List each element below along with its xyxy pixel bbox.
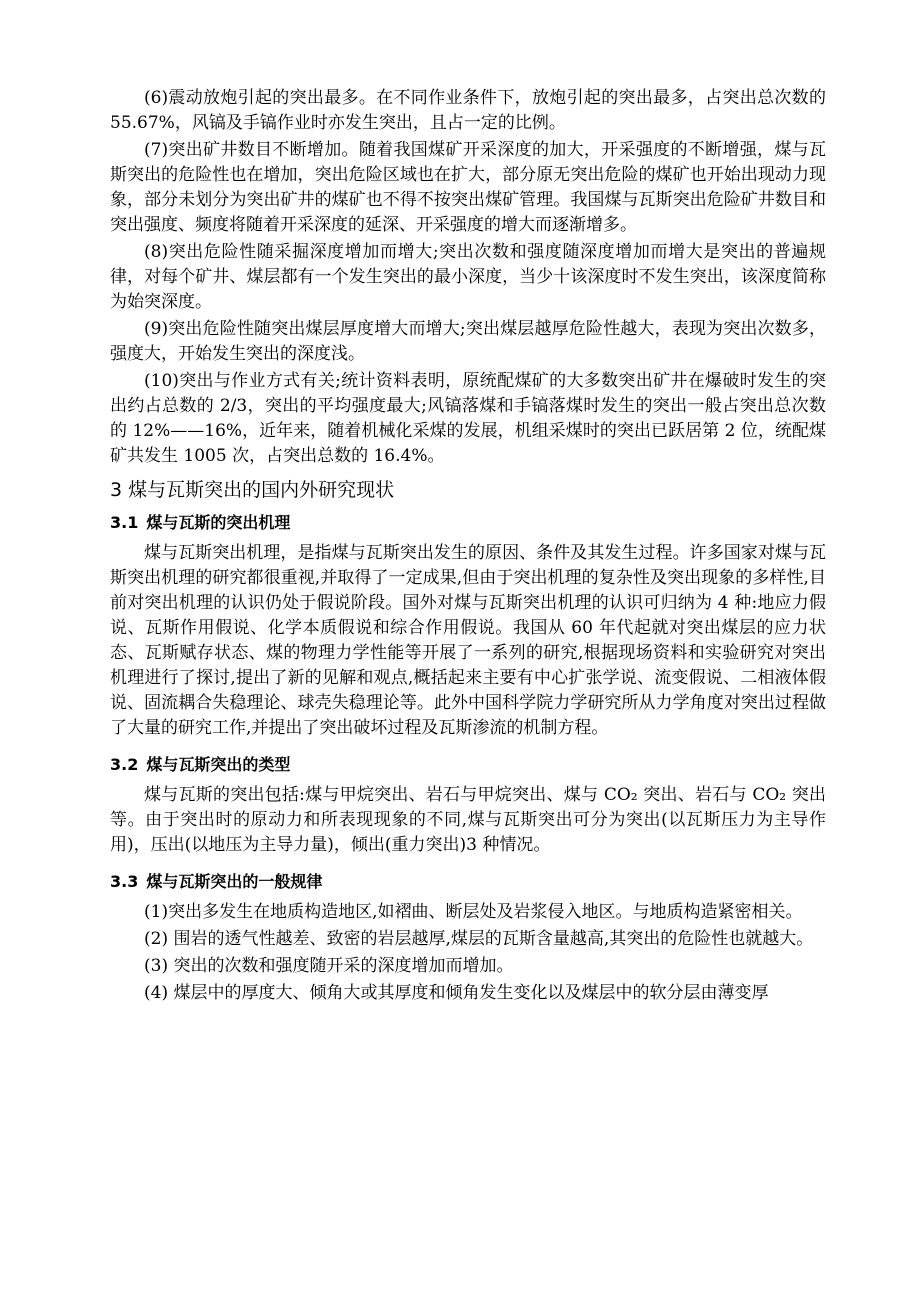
paragraph-item-10: (10)突出与作业方式有关;统计资料表明，原统配煤矿的大多数突出矿井在爆破时发生的突出约占总数的 2/3，突出的平均强度最大;风镐落煤和手镐落煤时发生的突出一般占突出总次数的 12%——16%，近年来，随着机械化采煤的发展，机组采煤时的突出已跃居第 2 位，统配煤矿共发生 1005 次，占突出总数的 16.4%。 bbox=[110, 371, 826, 466]
list-item-4: (4) 煤层中的厚度大、倾角大或其厚度和倾角发生变化以及煤层中的软分层由薄变厚 bbox=[144, 983, 769, 1003]
paragraph-item-6: (6)震动放炮引起的突出最多。在不同作业条件下，放炮引起的突出最多，占突出总次数的 55.67%，风镐及手镐作业时亦发生突出，且占一定的比例。 bbox=[110, 88, 826, 133]
subsection-title: 煤与瓦斯突出的一般规律 bbox=[146, 872, 323, 891]
subsection-title: 煤与瓦斯突出的类型 bbox=[146, 755, 291, 774]
subsection-number: 3.2 bbox=[110, 755, 139, 774]
document-page bbox=[110, 86, 826, 1006]
subsection-heading-3-1 bbox=[110, 511, 826, 535]
paragraph-item-7: (7)突出矿井数目不断增加。随着我国煤矿开采深度的加大，开采强度的不断增强，煤与瓦斯突出的危险性也在增加，突出危险区域也在扩大，部分原无突出危险的煤矿也开始出现动力现象，部分未划分为突出矿井的煤矿也不得不按突出煤矿管理。我国煤与瓦斯突出危险矿井数目和突出强度、频度将随着开采深度的延深、开采强度的增大而逐渐增多。 bbox=[110, 140, 826, 235]
paragraph-mechanism: 煤与瓦斯突出机理，是指煤与瓦斯突出发生的原因、条件及其发生过程。许多国家对煤与瓦斯突出机理的研究都很重视,并取得了一定成果,但由于突出机理的复杂性及突出现象的多样性,目前对突出机理的认识仍处于假说阶段。国外对煤与瓦斯突出机理的认识可归纳为 4 种:地应力假说、瓦斯作用假说、化学本质假说和综合作用假说。我国从 60 年代起就对突出煤层的应力状态、瓦斯赋存状态、煤的物理力学性能等开展了一系列的研究,根据现场资料和实验研究对突出机理进行了探讨,提出了新的见解和观点,概括起来主要有中心扩张学说、流变假说、二相液体假说、固流耦合失稳理论、球壳失稳理论等。此外中国科学院力学研究所从力学角度对突出过程做了大量的研究工作,并提出了突出破坏过程及瓦斯渗流的机制方程。 bbox=[110, 543, 826, 738]
paragraph-item-8: (8)突出危险性随采掘深度增加而增大;突出次数和强度随深度增加而增大是突出的普遍规律，对每个矿井、煤层都有一个发生突出的最小深度，当少十该深度时不发生突出，该深度简称为始突深度。 bbox=[110, 242, 826, 312]
list-item-1: (1)突出多发生在地质构造地区,如褶曲、断层处及岩浆侵入地区。与地质构造紧密相关。 bbox=[144, 902, 803, 922]
list-item-2: (2) 围岩的透气性越差、致密的岩层越厚,煤层的瓦斯含量越高,其突出的危险性也就越大。 bbox=[144, 929, 814, 949]
subsection-heading-3-2 bbox=[110, 753, 826, 777]
paragraph-item-9: (9)突出危险性随突出煤层厚度增大而增大;突出煤层越厚危险性越大，表现为突出次数多，强度大，开始发生突出的深度浅。 bbox=[110, 319, 826, 364]
subsection-title: 煤与瓦斯的突出机理 bbox=[146, 513, 291, 532]
paragraph-types: 煤与瓦斯的突出包括:煤与甲烷突出、岩石与甲烷突出、煤与 CO₂ 突出、岩石与 CO₂ 突出等。由于突出时的原动力和所表现现象的不同,煤与瓦斯突出可分为突出(以瓦斯压力为主导作用)，压出(以地压为主导力量)，倾出(重力突出)3 种情况。 bbox=[110, 785, 826, 855]
subsection-number: 3.3 bbox=[110, 872, 139, 891]
subsection-number: 3.1 bbox=[110, 513, 139, 532]
section-heading-3: 3 煤与瓦斯突出的国内外研究现状 bbox=[110, 479, 395, 501]
subsection-heading-3-3 bbox=[110, 870, 826, 894]
list-item-3: (3) 突出的次数和强度随开采的深度增加而增加。 bbox=[144, 956, 514, 976]
